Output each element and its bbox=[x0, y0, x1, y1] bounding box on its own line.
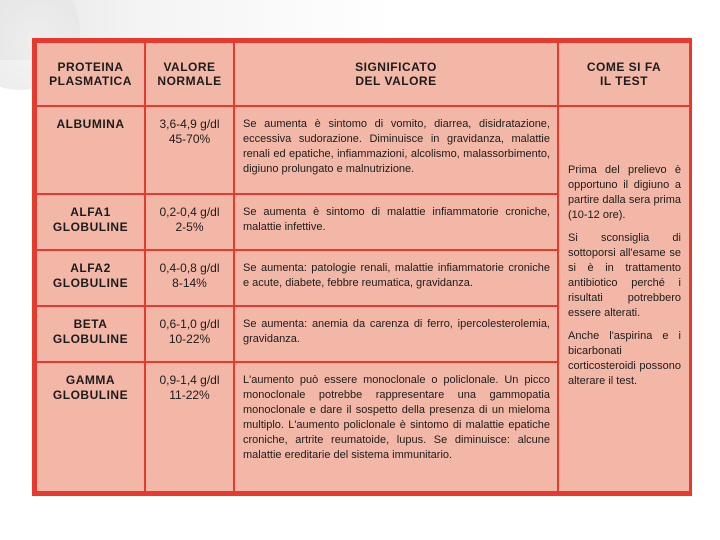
header-row bbox=[36, 42, 690, 106]
header-protein-line1: PROTEINA bbox=[57, 60, 124, 74]
protein-table-frame bbox=[32, 38, 692, 496]
header-meaning-line2: DEL VALORE bbox=[355, 74, 437, 88]
header-test-line2: IL TEST bbox=[600, 74, 648, 88]
protein-name-line: GLOBULINE bbox=[52, 276, 129, 290]
protein-name bbox=[36, 362, 145, 492]
normal-value bbox=[145, 194, 234, 250]
meaning-text: Se aumenta: anemia da carenza di ferro, ipercolesterolemia, gravidanza. bbox=[234, 306, 558, 362]
normal-value-percent: 11-22% bbox=[169, 388, 210, 402]
test-note-aspirin: Anche l'aspirina e i bicarbonati corticosteroidi possono alterare il test. bbox=[568, 330, 681, 387]
header-protein-line2: PLASMATICA bbox=[49, 74, 132, 88]
normal-value-percent: 45-70% bbox=[168, 132, 211, 146]
header-normal-line2: NORMALE bbox=[157, 74, 222, 88]
meaning-text: Se aumenta: patologie renali, malattie infiammatorie croniche e acute, diabete, febbre reumatica, gravidanza. bbox=[234, 250, 558, 306]
normal-value-percent: 10-22% bbox=[168, 332, 211, 346]
test-instructions bbox=[558, 106, 690, 492]
normal-value-gdl: 3,6-4,9 g/dl bbox=[159, 117, 220, 131]
protein-name bbox=[36, 106, 145, 194]
protein-name-line: GLOBULINE bbox=[52, 332, 129, 346]
protein-name-line: GLOBULINE bbox=[52, 388, 129, 402]
test-note-fasting: Prima del prelievo è opportuno il digiuno a partire dalla sera prima (10-12 ore). bbox=[568, 164, 681, 221]
protein-name bbox=[36, 194, 145, 250]
normal-value-gdl: 0,9-1,4 g/dl bbox=[159, 373, 220, 387]
test-note-antibiotics: Si sconsiglia di sottoporsi all'esame se si è in trattamento antibiotico perché i risultati potrebbero essere alterati. bbox=[568, 232, 681, 319]
meaning-text: Se aumenta è sintomo di vomito, diarrea, disidratazione, eccessiva sudorazione. Diminuisce in gravidanza, malattie renali ed epatiche, infiammazioni, alcolismo, malassorbimento, digiuno prolungato e malnutrizione. bbox=[234, 106, 558, 194]
header-protein bbox=[36, 42, 145, 106]
header-normal-line1: VALORE bbox=[163, 60, 216, 74]
normal-value bbox=[145, 306, 234, 362]
protein-name bbox=[36, 306, 145, 362]
protein-name-line: ALFA2 bbox=[70, 261, 111, 275]
header-meaning bbox=[234, 42, 558, 106]
meaning-text: L'aumento può essere monoclonale o policlonale. Un picco monoclonale potrebbe rappresentare una gammopatia monoclonale e dare il sospetto della presenza di un mieloma multiplo. L'aumento policlonale è sintomo di malattie epatiche croniche, artrite reumatoide, lupus. Se diminuisce: alcune malattie ereditarie del sistema immunitario. bbox=[234, 362, 558, 492]
meaning-text: Se aumenta è sintomo di malattie infiammatorie croniche, malattie infettive. bbox=[234, 194, 558, 250]
header-meaning-line1: SIGNIFICATO bbox=[355, 60, 437, 74]
table-row-albumina bbox=[36, 106, 690, 194]
protein-name-line: ALFA1 bbox=[70, 205, 111, 219]
protein-name-line: GAMMA bbox=[65, 373, 116, 387]
normal-value bbox=[145, 106, 234, 194]
header-test-line1: COME SI FA bbox=[586, 60, 662, 74]
header-test bbox=[558, 42, 690, 106]
normal-value-gdl: 0,2-0,4 g/dl bbox=[159, 205, 220, 219]
normal-value bbox=[145, 250, 234, 306]
normal-value-gdl: 0,6-1,0 g/dl bbox=[159, 317, 220, 331]
protein-name-line: BETA bbox=[73, 317, 108, 331]
normal-value-percent: 8-14% bbox=[172, 276, 207, 290]
normal-value-percent: 2-5% bbox=[175, 220, 204, 234]
protein-name bbox=[36, 250, 145, 306]
plasma-protein-table bbox=[35, 41, 691, 493]
normal-value-gdl: 0,4-0,8 g/dl bbox=[159, 261, 220, 275]
header-normal-value bbox=[145, 42, 234, 106]
protein-name-line: GLOBULINE bbox=[52, 220, 129, 234]
protein-name-line: ALBUMINA bbox=[56, 117, 125, 131]
normal-value bbox=[145, 362, 234, 492]
